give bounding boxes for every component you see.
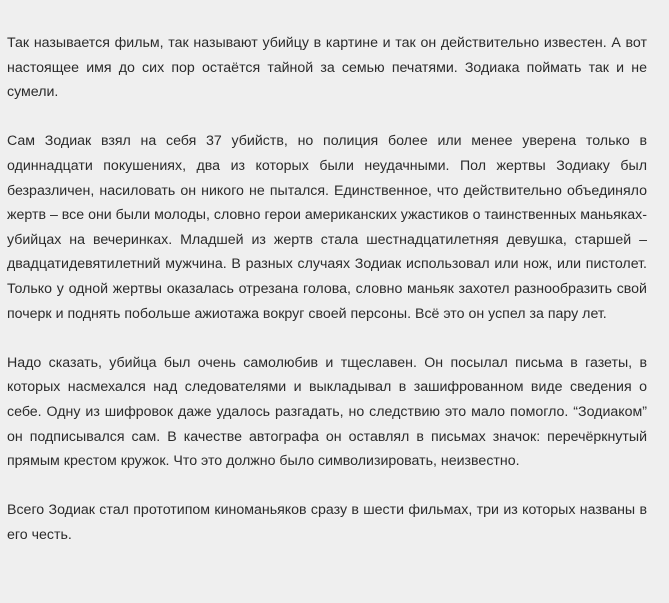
paragraph-films: Всего Зодиак стал прототипом киноманьяков сразу в шести фильмах, три из которых названы в его честь. bbox=[7, 502, 647, 543]
article-body bbox=[7, 31, 647, 572]
paragraph-letters: Надо сказать, убийца был очень самолюбив и тщеславен. Он посылал письма в газеты, в которых насмехался над следователями и выкладывал в зашифрованном виде сведения о себе. Одну из шифровок даже удалось разгадать, но следствию это мало помогло. “Зодиаком” он подписывался сам. В качестве автографа он оставлял в письмах значок: перечёркнутый прямым крестом кружок. Что это должно было символизировать, неизвестно. bbox=[7, 354, 647, 470]
paragraph-victims: Сам Зодиак взял на себя 37 убийств, но полиция более или менее уверена только в одиннадцати покушениях, два из которых были неудачными. Пол жертвы Зодиаку был безразличен, насиловать он никого не пытался. Единственное, что действительно объединяло жертв – все они были молоды, словно герои американских ужастиков о таинственных маньяках-убийцах на вечеринках. Младшей из жертв стала шестнадцатилетняя девушка, старшей – двадцатидевятилетний мужчина. В разных случаях Зодиак использовал или нож, или пистолет. Только у одной жертвы оказалась отрезана голова, словно маньяк захотел разнообразить свой почерк и поднять побольше ажиотажа вокруг своей персоны. Всё это он успел за пару лет. bbox=[7, 133, 647, 322]
paragraph-intro: Так называется фильм, так называют убийцу в картине и так он действительно известен. А вот настоящее имя до сих пор остаётся тайной за семью печатями. Зодиака поймать так и не сумели. bbox=[7, 35, 647, 101]
